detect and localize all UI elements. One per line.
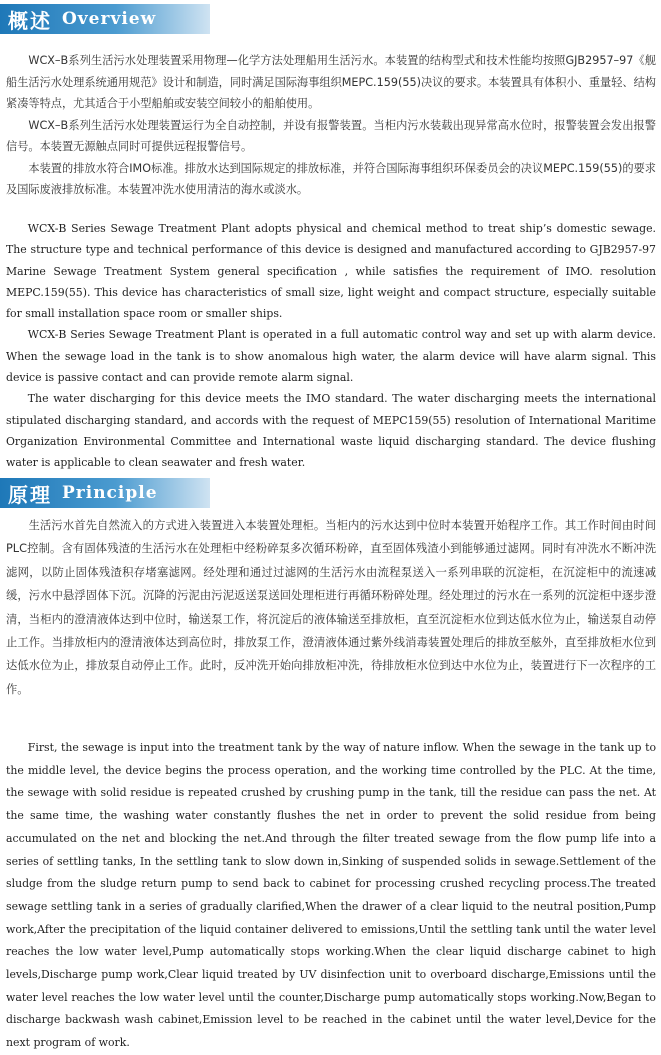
overview-zh-paragraph-2: WCX–B系列生活污水处理装置运行为全自动控制，并设有报警装置。当柜内污水装载出现异常高水位时，报警装置会发出报警信号。本装置无源触点同时可提供远程报警信号。 <box>6 118 656 153</box>
principle-en-paragraph: First, the sewage is input into the treatment tank by the way of nature inflow. When the sewage in the tank up to the middle level, the device begins the process operation, and the working time controlled by the PLC. At the time, the sewage with solid residue is repeated crushed by crushing pump in the tank, till the residue can pass the net. At the same time, the washing water constantly flushes the net in order to prevent the solid residue from being accumulated on the net and blocking the net.And through the filter treated sewage from the flow pump life into a series of settling tanks, In the settling tank to slow down in,Sinking of suspended solids in sewage.Settlement of the sludge from the sludge return pump to send back to cabinet for processing crushed recycling process.The treated sewage settling tank in a series of gradually clarified,When the drawer of a clear liquid to the neutral position,Pump work,After the precipitation of the liquid container delivered to emissions,Until the settling tank until the water level reaches the low water level,Pump automatically stops working.When the clear liquid discharge cabinet to high levels,Discharge pump work,Clear liquid treated by UV disinfection unit to overboard discharge,Emissions until the water level reaches the low water level until the counter,Discharge pump automatically stops working.Now,Began to discharge backwash wash cabinet,Emission level to be reached in the cabinet until the water level,Device for the next program of work. <box>6 741 656 1050</box>
overview-english-text <box>6 218 656 474</box>
overview-en-paragraph-2: WCX-B Series Sewage Treatment Plant is operated in a full automatic control way and set up with alarm device. When the sewage load in the tank is to show anomalous high water, the alarm device will have alarm signal. This device is passive contact and can provide remote alarm signal. <box>6 328 656 385</box>
overview-title-en: Overview <box>62 9 157 29</box>
overview-header <box>0 4 210 34</box>
overview-chinese-text <box>6 50 656 201</box>
overview-zh-paragraph-1: WCX–B系列生活污水处理装置采用物理—化学方法处理船用生活污水。本装置的结构型式和技术性能均按照GJB2957–97《舰船生活污水处理系统通用规范》设计和制造，同时满足国际海事组织MEPC.159(55)决议的要求。本装置具有体积小、重量轻、结构紧凑等特点，尤其适合于小型船舶或安装空间较小的船舶使用。 <box>6 54 656 110</box>
principle-header <box>0 478 210 508</box>
principle-title-en: Principle <box>62 483 158 503</box>
principle-english-text <box>6 737 656 1055</box>
overview-en-paragraph-3: The water discharging for this device meets the IMO standard. The water discharging meets the international stipulated discharging standard, and accords with the request of MEPC159(55) resolution of International Maritime Organization Environmental Committee and International waste liquid discharging standard. The device flushing water is applicable to clean seawater and fresh water. <box>6 392 656 470</box>
principle-zh-paragraph: 生活污水首先自然流入的方式进入装置进入本装置处理柜。当柜内的污水达到中位时本装置开始程序工作。其工作时间由时间PLC控制。含有固体残渣的生活污水在处理柜中经粉碎泵多次循环粉碎，直至固体残渣小到能够通过滤网。同时有冲洗水不断冲洗滤网，以防止固体残渣积存堵塞滤网。经处理和通过过滤网的生活污水由流程泵送入一系列串联的沉淀柜，在沉淀柜中的流速减缓，污水中悬浮固体下沉。沉降的污泥由污泥返送泵送回处理柜进行再循环粉碎处理。经处理过的污水在一系列的沉淀柜中逐步澄清，当柜内的澄清液体达到中位时，输送泵工作，将沉淀后的液体输送至排放柜，直至沉淀柜水位到达低水位为止，输送泵自动停止工作。当排放柜内的澄清液体达到高位时，排放泵工作，澄清液体通过紫外线消毒装置处理后的排放至舷外，直至排放柜水位到达低水位为止，排放泵自动停止工作。此时，反冲洗开始向排放柜冲洗，待排放柜水位到达中水位为止，装置进行下一次程序的工作。 <box>6 519 656 696</box>
principle-title-zh: 原理 <box>8 482 52 507</box>
overview-zh-paragraph-3: 本装置的排放水符合IMO标准。排放水达到国际规定的排放标准，并符合国际海事组织环保委员会的决议MEPC.159(55)的要求及国际废液排放标准。本装置冲洗水使用清洁的海水或淡水。 <box>6 161 656 196</box>
principle-chinese-text <box>6 514 656 701</box>
overview-en-paragraph-1: WCX-B Series Sewage Treatment Plant adopts physical and chemical method to treat ship’s domestic sewage. The structure type and technical performance of this device is designed and manufactured according to GJB2957-97 Marine Sewage Treatment System general specification , while satisfies the requirement of IMO. resolution MEPC.159(55). This device has characteristics of small size, light weight and compact structure, especially suitable for small installation space room or smaller ships. <box>6 222 656 321</box>
overview-title-zh: 概述 <box>8 8 52 33</box>
